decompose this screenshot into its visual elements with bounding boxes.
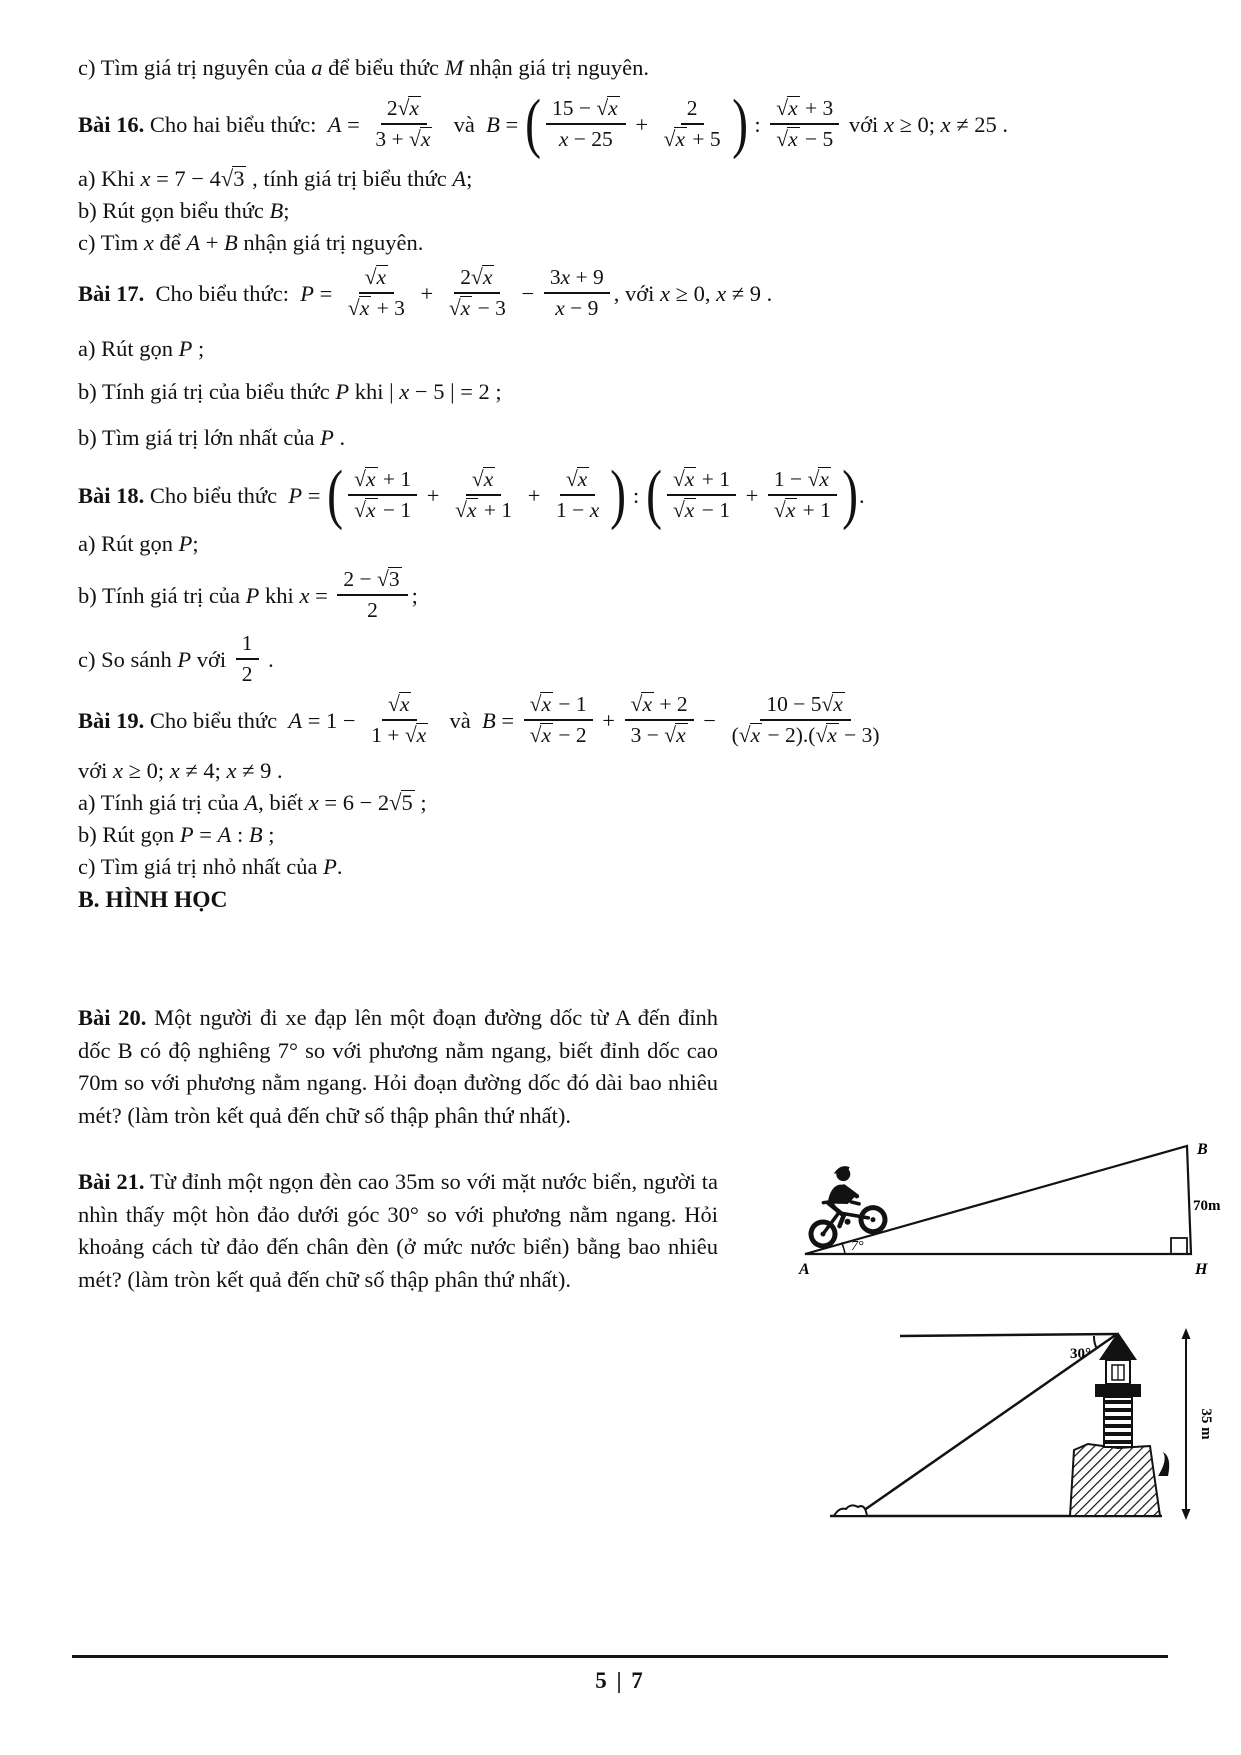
math-text: x ≥ 0; x ≠ 4; x ≠ 9 [113,758,272,783]
sqrt: √x [354,467,376,491]
text: với [191,646,232,672]
text: Cho biểu thức [144,707,289,733]
text: a) Tính giá trị của [78,790,245,815]
fraction: $\frac{√x}{1 - x}$ [556,467,600,522]
math-text: x [143,230,154,255]
bold-text: Bài 20. [78,1005,147,1030]
text: Cho hai biểu thức: [144,111,328,137]
text: b) Tính giá trị của biểu thức [78,379,336,404]
vertex-h-label: H [1195,1261,1208,1278]
text: ; [489,379,502,404]
sqrt: √x [397,96,419,120]
text: với [78,758,114,783]
fraction: $\frac{15 - √x}{x - 25}$ [546,96,626,152]
page-footer [72,1655,1168,1694]
text: với [843,111,884,137]
text: Một người đi xe đạp lên một đoạn đường dốc từ A đến đỉnh dốc B có độ nghiêng 7° so với phương nằm ngang, biết đỉnh dốc cao 70m so với phương nằm ngang. Hỏi đoạn đường dốc đó dài bao nhiêu mét? (làm tròn kết quả đến chữ số thập phân thứ nhất). [78,1005,718,1128]
math-text: | x − 5 | = 2 [389,379,490,404]
sqrt: √x [821,692,843,716]
text: c) Tìm [78,230,144,255]
text: c) Tìm giá trị nhỏ nhất của [78,854,324,879]
line-bai19 [78,692,1185,748]
math-text: B = [481,707,520,733]
text: nhận giá trị nguyên. [237,230,424,255]
math-text: a [311,55,323,80]
fraction: $\frac{2√x}{3 + √x}$ [375,96,431,151]
math-text: A = 1 − [288,707,362,733]
math-text: P = [300,280,338,306]
sqrt: √x [529,723,552,747]
fraction: $\frac{√x}{√x + 3}$ [347,265,405,320]
fraction: $\frac{2 - √3}{2}$ [337,567,407,623]
fraction: $\frac{√x}{√x + 1}$ [455,467,513,522]
math-text: A [244,790,259,815]
sqrt: √x [807,467,829,491]
line-a19 [78,787,1185,818]
figure-bai21-lighthouse [818,1316,1218,1541]
sqrt: √x [388,692,410,716]
big-paren: ) [842,457,858,531]
slope-triangle [805,1146,1191,1254]
angle-arc [1094,1336,1097,1349]
text: c) So sánh [78,646,178,672]
sqrt: √x [364,265,387,289]
text: Cho biểu thức: [144,280,301,306]
text: Cho biểu thức [144,482,289,508]
text: , tính giá trị biểu thức [246,166,453,191]
text: ; [283,198,290,223]
big-paren: ) [610,457,627,531]
line-b19 [78,819,1185,850]
text: ; [192,336,205,361]
text: để [153,230,187,255]
text: ; [192,531,199,556]
bold-text: Bài 21. [78,1169,145,1194]
tower-column [1104,1397,1132,1447]
page-number: 5 | 7 [595,1668,645,1693]
math-text: x = [299,582,334,608]
math-text: x ≥ 0, x ≠ 9 [660,280,761,306]
text: và [438,707,482,733]
sqrt: √5 [389,790,413,815]
text: c) Tìm giá trị nguyên của [78,55,312,80]
fraction: $\frac{√x - 1}{√x - 2}$ [524,692,593,748]
height-label: 70m [1193,1198,1221,1214]
sqrt: √x [404,723,427,747]
sqrt: √x [663,127,686,151]
line-voi19 [78,755,1185,786]
text: a) Rút gọn [78,336,179,361]
line-a16 [78,163,1185,194]
vertex-b-label: B [1197,1141,1208,1158]
math-text: B [269,198,284,223]
text: , biết [258,790,309,815]
text: . [336,854,343,879]
measure-arrow [1182,1328,1191,1520]
math-text: − [515,280,540,306]
sqrt: √x [664,723,686,747]
math-text: + [739,482,764,508]
line-a18 [78,528,1185,559]
math-text: + [421,482,446,508]
line-c19 [78,851,1185,882]
math-text: + [414,280,439,306]
problem-20-text [78,1002,718,1132]
line-b17 [78,376,1185,407]
sqrt: √x [773,498,796,522]
figure-bai20-slope [793,1136,1233,1281]
math-text: + [629,111,654,137]
text: b) Rút gọn biểu thức [78,198,270,223]
line-hinh [78,885,1185,916]
text: . [859,482,865,508]
text: . [271,758,283,783]
roof [1099,1332,1137,1360]
sqrt: √x [471,467,494,491]
math-text: P [320,425,334,450]
sqrt: √x [455,498,477,522]
math-text: B = [486,111,524,137]
text: . [761,280,773,306]
text: ; [411,582,418,608]
text: . [262,646,274,672]
line-c18 [78,631,1185,687]
sqrt: √x [672,467,695,491]
sqrt: √x [738,723,761,747]
bold-text: B. HÌNH HỌC [78,887,228,913]
bold-text: Bài 19. [78,707,145,733]
math-text: : [748,111,767,137]
math-text: A + B [186,230,238,255]
line-a17 [78,333,1185,364]
text: b) Tính giá trị của [78,582,246,608]
problem-21-text [78,1166,718,1296]
math-text: x = 7 − 4√3 [140,166,245,191]
big-paren: ( [327,457,344,531]
height-label: 35 m [1198,1408,1214,1440]
fraction: $\frac{√x + 1}{√x - 1}$ [667,467,736,523]
bold-text: Bài 17. [78,280,145,306]
island [834,1505,867,1516]
angle-label: 30° [1070,1346,1091,1362]
big-paren: ( [645,457,662,531]
text: a) Khi [78,166,141,191]
bold-text: Bài 18. [78,482,145,508]
math-text: + [596,707,621,733]
sqrt: √x [596,96,618,120]
sqrt: √x [776,127,798,151]
sqrt: √x [354,498,376,522]
text: . [333,425,346,450]
text: , với [613,280,661,306]
sqrt: √x [347,296,370,320]
bold-text: Bài 16. [78,111,145,137]
horizontal-line [900,1334,1117,1336]
big-paren: ) [731,86,748,160]
fraction: $\frac{√x}{1 + √x}$ [371,692,427,747]
math-text: M [444,55,464,80]
text: và [442,111,487,137]
math-text: A [452,166,467,191]
sqrt: √x [630,692,652,716]
big-paren: ( [524,86,541,160]
text: ; [262,822,275,847]
fraction: $\frac{2√x}{√x - 3}$ [448,265,506,320]
fraction: $\frac{1 - √x}{√x + 1}$ [768,467,837,523]
rock-base [1070,1444,1160,1516]
math-text: P [178,336,193,361]
math-text: P = [288,482,327,508]
line-c16 [78,227,1185,258]
line-bai16 [78,86,1185,160]
line-b18 [78,567,1185,623]
fraction: $\frac{1}{2}$ [236,631,259,687]
line-b16 [78,195,1185,226]
math-text: : [627,482,645,508]
fraction: $\frac{√x + 1}{√x - 1}$ [348,467,417,523]
gallery [1095,1384,1141,1397]
text: ; [414,790,427,815]
sqrt: √x [672,498,695,522]
math-text: P [323,854,337,879]
sqrt: √x [448,296,471,320]
fraction: $\frac{2}{√x + 5}$ [663,96,721,151]
fraction: $\frac{√x + 3}{√x - 5}$ [770,96,839,152]
right-angle-mark [1171,1238,1187,1254]
sqrt: √x [471,265,493,289]
fraction: $\frac{10 - 5√x}{(√x - 2).(√x - 3)}$ [731,692,880,747]
bush [1158,1452,1169,1476]
text: . [996,111,1009,137]
text: nhận giá trị nguyên. [463,55,650,80]
fraction: $\frac{3x + 9}{x - 9}$ [544,265,610,321]
math-text: x = 6 − 2√5 [308,790,413,815]
math-text: P [245,582,260,608]
line-c15 [78,52,1185,83]
sqrt: √x [815,723,837,747]
text: để biểu thức [322,55,445,80]
line-bai18 [78,457,1185,531]
math-text: P [178,531,193,556]
sqrt: √x [776,96,798,120]
text: b) Rút gọn [78,822,180,847]
sqrt: √3 [220,166,245,191]
math-text: x ≥ 0; x ≠ 25 [883,111,997,137]
math-text: P [177,646,192,672]
text: ; [466,166,473,191]
text: khi [349,379,390,404]
line-bai17 [78,265,1185,321]
math-text: − [697,707,722,733]
sqrt: √x [529,692,552,716]
sqrt: √x [565,467,588,491]
text: Từ đỉnh một ngọn đèn cao 35m so với mặt nước biển, người ta nhìn thấy một hòn đảo dưới góc 30° so với phương nằm ngang. Hỏi khoảng cách từ đảo đến chân đèn (ở mức nước biển) bằng bao nhiêu mét? (làm tròn kết quả đến chữ số thập phân thứ nhất). [78,1169,718,1292]
text: b) Tìm giá trị lớn nhất của [78,425,321,450]
math-text: + [522,482,547,508]
fraction: $\frac{√x + 2}{3 - √x}$ [625,692,694,748]
math-text: A = [327,111,366,137]
math-text: P [335,379,350,404]
text: khi [259,582,300,608]
vertex-a-label: A [799,1261,810,1278]
slope-angle-label: 7° [851,1239,864,1254]
sqrt: √x [409,127,431,151]
sqrt: √3 [377,567,400,591]
math-text: P = A : B [179,822,263,847]
line-b17max [78,422,1185,453]
text: a) Rút gọn [78,531,179,556]
